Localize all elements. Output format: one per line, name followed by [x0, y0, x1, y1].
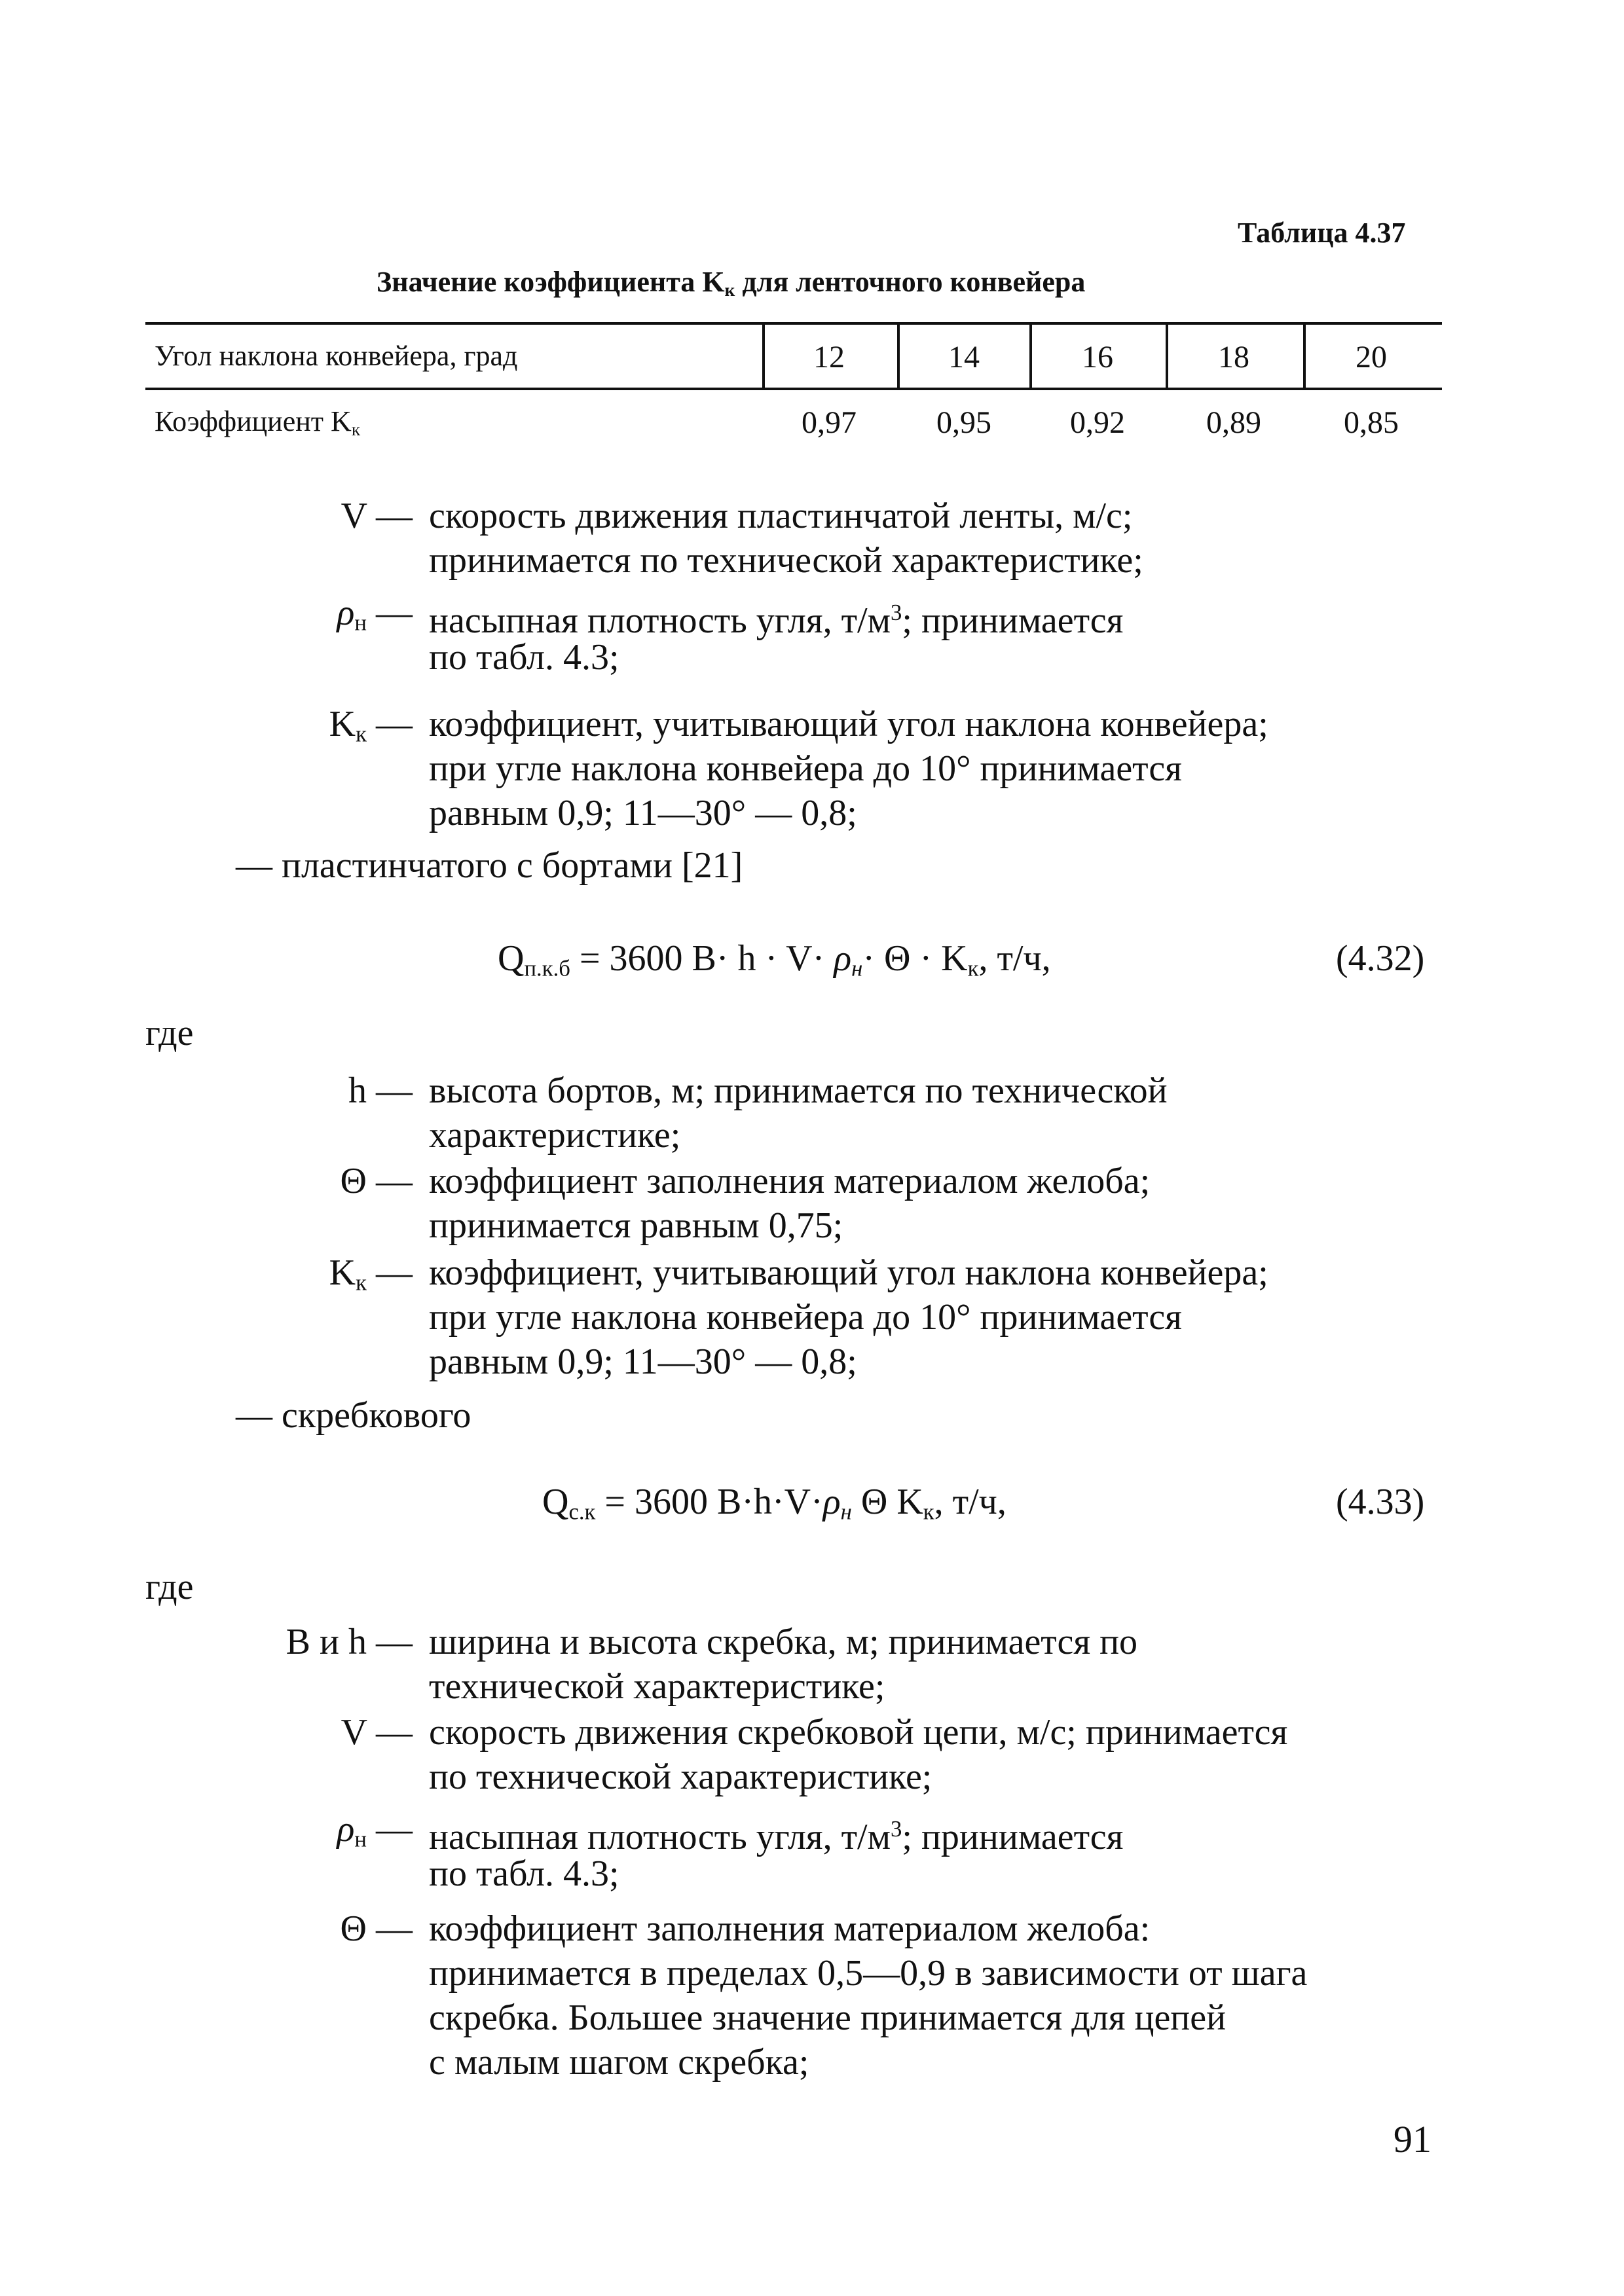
table-top-rule	[145, 322, 1442, 325]
definition-text: при угле наклона конвейера до 10° принимается	[429, 1297, 1182, 1338]
text-part: насыпная плотность угля, т/м	[429, 600, 891, 642]
definition-term-v: V —	[341, 496, 413, 536]
formula-rho-sub: н	[840, 1499, 852, 1525]
definition-text: ширина и высота скребка, м; принимается по	[429, 1622, 1138, 1662]
definition-term-h: h —	[348, 1070, 413, 1111]
formula-4-32	[498, 938, 1051, 990]
definition-text: по технической характеристике;	[429, 1757, 932, 1797]
formula-k-sub: к	[967, 955, 979, 981]
definition-term-b-h: B и h —	[286, 1622, 413, 1662]
table-angle: 14	[948, 340, 980, 374]
where-label: где	[145, 1567, 194, 1607]
term-dash: —	[376, 1252, 413, 1293]
table-caption-post: для ленточного конвейера	[735, 266, 1086, 298]
table-coefficient: 0,89	[1206, 405, 1261, 440]
definition-text: принимается в пределах 0,5—0,9 в зависимости от шага	[429, 1953, 1308, 1994]
definition-text: по табл. 4.3;	[429, 637, 619, 678]
rho-subscript: н	[354, 1826, 367, 1852]
table-caption-sub: к	[724, 280, 735, 300]
table-coefficient: 0,85	[1344, 405, 1399, 440]
rho-symbol: ρ	[337, 592, 355, 633]
definition-term-theta: Θ —	[340, 1161, 413, 1201]
definition-text: принимается по технической характеристике;	[429, 540, 1143, 581]
formula-rho: ρ	[834, 938, 852, 979]
table-angle: 16	[1082, 340, 1113, 374]
k-symbol: K	[329, 704, 356, 744]
table-header-rule	[145, 388, 1442, 390]
superscript: 3	[891, 600, 902, 625]
k-subscript: к	[356, 1269, 367, 1296]
definition-text: скорость движения пластинчатой ленты, м/с;	[429, 496, 1133, 536]
definition-text	[429, 592, 1123, 642]
formula-q-sub: с.к	[568, 1499, 596, 1525]
table-caption-pre: Значение коэффициента K	[377, 266, 725, 298]
definition-text: принимается равным 0,75;	[429, 1205, 843, 1246]
formula-body: · Θ · K	[862, 938, 968, 979]
table-row2-label-pre: Коэффициент K	[155, 405, 352, 437]
formula-rho-sub: н	[851, 955, 863, 981]
rho-symbol: ρ	[337, 1809, 355, 1850]
k-subscript: к	[356, 721, 367, 747]
formula-q: Q	[542, 1482, 569, 1522]
definition-text: высота бортов, м; принимается по технической	[429, 1070, 1168, 1111]
formula-q: Q	[498, 938, 525, 979]
formula-tail: , т/ч,	[978, 938, 1051, 979]
table-number: Таблица 4.37	[1238, 217, 1406, 249]
formula-rho: ρ	[822, 1482, 841, 1522]
definition-text: коэффициент заполнения материалом желоба:	[429, 1908, 1151, 1949]
definition-term-k	[329, 703, 413, 756]
formula-k-sub: к	[923, 1499, 934, 1525]
formula-body: Θ K	[851, 1482, 923, 1522]
text-part: насыпная плотность угля, т/м	[429, 1817, 891, 1858]
definition-term-theta: Θ —	[340, 1908, 413, 1949]
table-row2-label-sub: к	[351, 419, 361, 439]
table-coefficient: 0,92	[1070, 405, 1125, 440]
table-coefficient: 0,97	[802, 405, 857, 440]
table-coefficient: 0,95	[936, 405, 991, 440]
table-angle: 18	[1218, 340, 1249, 374]
definition-term-v: V —	[341, 1712, 413, 1753]
formula-body: = 3600 B· h · V·	[570, 938, 834, 979]
formula-number: (4.33)	[1336, 1482, 1425, 1522]
table-angle: 20	[1356, 340, 1387, 374]
formula-4-33	[542, 1481, 1006, 1533]
rho-subscript: н	[354, 610, 367, 636]
where-label: где	[145, 1013, 194, 1053]
list-item: — скребкового	[236, 1395, 471, 1436]
formula-q-sub: п.к.б	[524, 955, 570, 981]
k-symbol: K	[329, 1252, 356, 1293]
formula-body: = 3600 B·h·V·	[595, 1482, 823, 1522]
table-row1-label: Угол наклона конвейера, град	[155, 340, 518, 372]
formula-number: (4.32)	[1336, 938, 1425, 979]
definition-text: равным 0,9; 11—30° — 0,8;	[429, 1341, 857, 1382]
definition-text	[429, 1808, 1123, 1858]
definition-text: равным 0,9; 11—30° — 0,8;	[429, 793, 857, 833]
definition-text: коэффициент, учитывающий угол наклона конвейера;	[429, 1252, 1268, 1293]
definition-text: с малым шагом скребка;	[429, 2042, 809, 2083]
text-part: ; принимается	[902, 600, 1124, 642]
definition-term-rho	[337, 592, 413, 644]
table-angle: 12	[813, 340, 845, 374]
formula-tail: , т/ч,	[934, 1482, 1006, 1522]
definition-text: скребка. Большее значение принимается для цепей	[429, 1997, 1227, 2038]
table-caption	[377, 265, 1085, 301]
definition-text: коэффициент заполнения материалом желоба;	[429, 1161, 1151, 1201]
term-dash: —	[376, 1809, 413, 1850]
term-dash: —	[376, 592, 413, 633]
definition-term-rho	[337, 1808, 413, 1861]
text-part: ; принимается	[902, 1817, 1124, 1858]
page-number: 91	[1393, 2118, 1431, 2160]
definition-text: характеристике;	[429, 1115, 681, 1156]
list-item: — пластинчатого с бортами [21]	[236, 845, 743, 886]
definition-text: при угле наклона конвейера до 10° принимается	[429, 748, 1182, 789]
definition-text: скорость движения скребковой цепи, м/с; принимается	[429, 1712, 1288, 1753]
table-row2-label	[155, 405, 360, 440]
superscript: 3	[891, 1816, 902, 1842]
definition-text: по табл. 4.3;	[429, 1853, 619, 1894]
term-dash: —	[376, 704, 413, 744]
definition-term-k	[329, 1252, 413, 1304]
definition-text: коэффициент, учитывающий угол наклона конвейера;	[429, 704, 1268, 744]
definition-text: технической характеристике;	[429, 1666, 885, 1707]
